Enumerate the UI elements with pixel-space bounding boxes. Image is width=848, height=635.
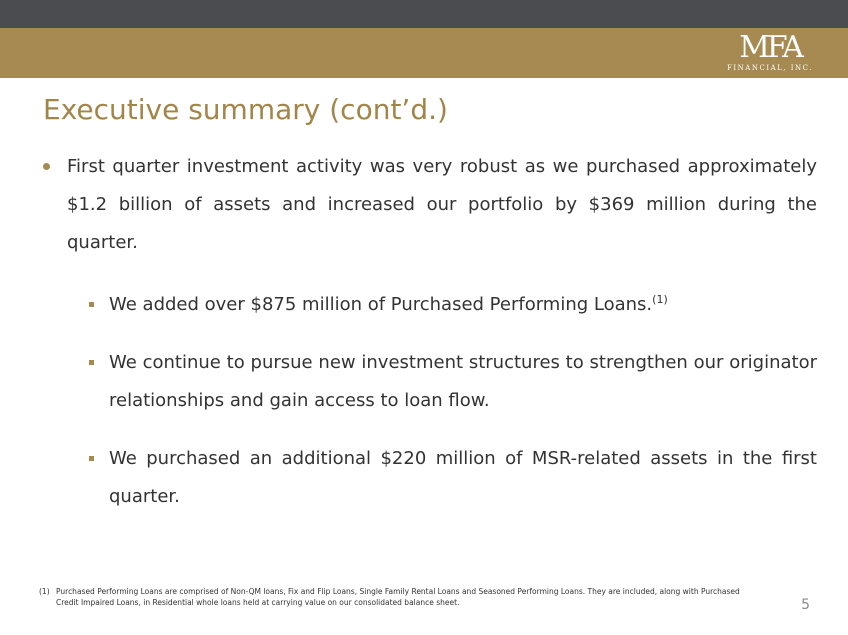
footnote-reference: (1) [652, 293, 668, 306]
bullet-list [43, 148, 817, 516]
sub-bullet-item [43, 344, 817, 420]
top-dark-bar [0, 0, 848, 28]
logo-mark: MFA [739, 30, 801, 65]
page-title: Executive summary (cont’d.) [43, 93, 448, 126]
sub-bullet-text: We added over $875 million of Purchased Performing Loans. [109, 294, 653, 315]
sub-bullet-text: We continue to pursue new investment structures to strengthen our originator relationships and gain access to loan flow. [109, 352, 817, 411]
sub-bullet-item [43, 440, 817, 516]
square-bullet-icon [89, 456, 94, 461]
footnote-text: Purchased Performing Loans are comprised of Non-QM loans, Fix and Flip Loans, Single Family Rental Loans and Seasoned Performing Loans. They are included, along with Purchased Credit Impaired Loans, in Residential whole loans held at carrying value on our consolidated balance sheet. [56, 587, 740, 607]
sub-bullet-text: We purchased an additional $220 million of MSR-related assets in the first quarter. [109, 448, 817, 507]
bullet-item [43, 148, 817, 262]
company-logo [722, 30, 818, 75]
header-gold-band [0, 28, 848, 78]
page-number: 5 [801, 597, 810, 613]
square-bullet-icon [89, 302, 94, 307]
footnote [39, 586, 756, 608]
sub-bullet-item [43, 286, 817, 324]
footnote-marker: (1) [39, 587, 50, 596]
round-bullet-icon [43, 163, 50, 170]
square-bullet-icon [89, 360, 94, 365]
logo-subtitle: FINANCIAL, INC. [727, 64, 813, 72]
bullet-text: First quarter investment activity was very robust as we purchased approximately $1.2 billion of assets and increased our portfolio by $369 million during the quarter. [67, 156, 817, 253]
